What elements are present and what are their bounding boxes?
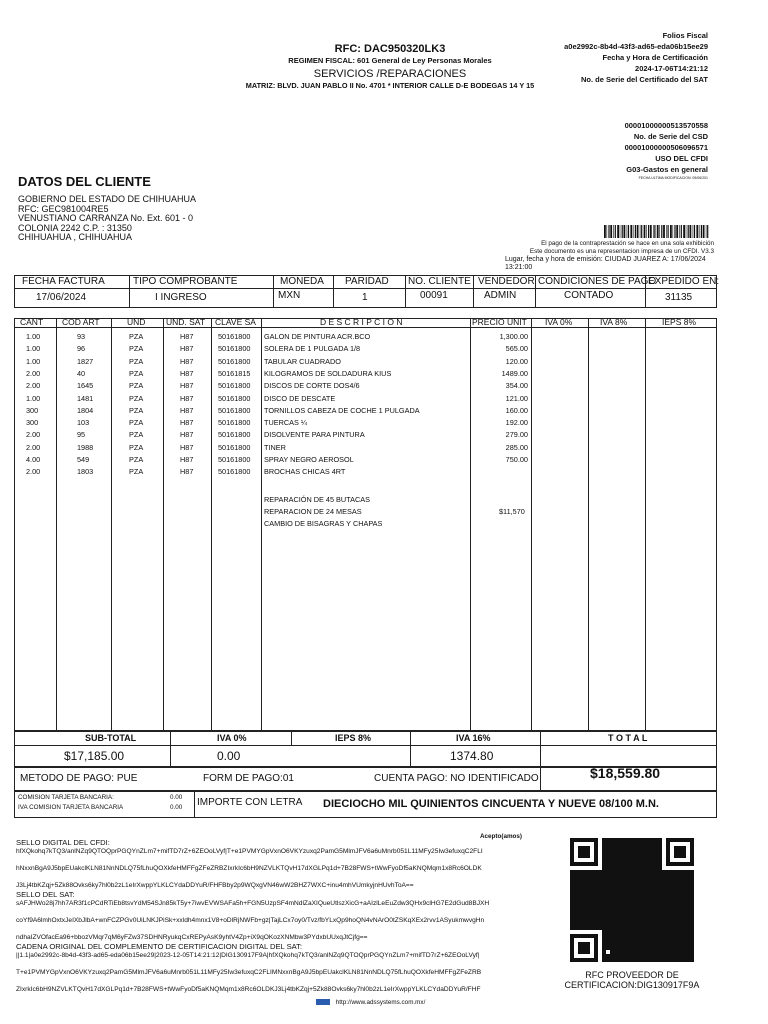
val-no-cliente: 00091 — [420, 290, 448, 301]
col-ieps8: IEPS 8% — [662, 317, 697, 327]
iva-comision-label: IVA COMISION TARJETA BANCARIA — [18, 804, 124, 811]
footer — [316, 999, 425, 1006]
item-clave: 50161800 — [218, 344, 251, 354]
sello-sat-line-1: sAFJHWo28j7hh7AR3f1cPCdRTiEb8tsvYdM54SJn85kT5y+7iwvEVWSAFa5h+FGN5UzpSF4mNdlZaXIQueUtlszXicG+aAIzlLeEuZdw3QHx9clHG7E2dGud8BJXH — [16, 900, 490, 907]
serie-csd-label: No. de Serie del CSD — [633, 132, 708, 141]
item-sat: H87 — [180, 344, 194, 354]
hdr-moneda: MONEDA — [280, 276, 324, 287]
serie-csd-value: 00001000000506096571 — [624, 143, 708, 152]
col-descripcion: D E S C R I P C I O N — [320, 317, 403, 327]
cfdi-note: Este documento es una representacion impresa de un CFDI. V3.3 — [529, 248, 714, 255]
item-cod: 40 — [77, 368, 86, 378]
iva16-label: IVA 16% — [456, 733, 491, 743]
sello-cfdi-line-3: J3Lj4tbKZqj+5Zk88Ovks6ky7hl0b2zL1eIrXwppYLKLCYdaDDYuR/FHFBby2p9WQxgVN46wW2BHZ7WXC+inu4mhVUmkyjnHUvhToA== — [16, 882, 414, 889]
item-desc: TABULAR CUADRADO — [264, 356, 341, 366]
sello-sat-label: SELLO DEL SAT: — [16, 890, 75, 899]
col-cod-art: COD ART — [62, 317, 100, 327]
item-sat: H87 — [180, 368, 194, 378]
serie-sat-label: No. de Serie del Certificado del SAT — [581, 75, 708, 84]
fecha-cert-value: 2024-17-06T14:21:12 — [635, 64, 708, 73]
ieps-label: IEPS 8% — [335, 733, 372, 743]
cadena-line-2: T+e1PVMYGpVxnO6VKYzuxq2PamG5MlmJFV6a6uMnrb051L11MFy25Iw3efuxqC2FLIMNxxnBgA9J5bpEUakclKLN81NnNDLQ75fLhuQOXkfeHMFFgZFeZRB — [16, 969, 482, 976]
item-sat: H87 — [180, 356, 194, 366]
issuer-rfc: RFC: DAC950320LK3 — [334, 43, 446, 55]
client-colonia: COLONIA 2242 C.P. : 31350 — [18, 222, 132, 233]
lugar-fecha: Lugar, fecha y hora de emisión: CIUDAD JUAREZ A: 17/06/2024 — [505, 256, 706, 263]
item-cant: 1.00 — [26, 344, 41, 354]
item-und: PZA — [129, 430, 144, 440]
val-tipo-comprobante: I INGRESO — [155, 292, 207, 303]
proveedor-line-2: CERTIFICACION:DIG130917F9A — [564, 980, 700, 990]
item-precio: 279.00 — [505, 430, 528, 440]
item-desc: TUERCAS ¼ — [264, 418, 307, 428]
item-cant: 300 — [26, 405, 39, 415]
barcode-image — [604, 225, 710, 238]
item-sat: H87 — [180, 442, 194, 452]
sello-cfdi-line-2: hNxxnBgA9J5bpEUakclKLN81NnNDLQ75fLhuQOXkfeHMFFgZFeZRBZIxrkIc6bH9NZVLKTQvH17dXGLPq1d+7B28FWS+tWwFyoDf5aKNQMqm1x8Rc6OLDK — [16, 865, 482, 872]
item-cant: 2.00 — [26, 368, 41, 378]
item-und: PZA — [129, 455, 144, 464]
item-clave: 50161800 — [218, 442, 251, 452]
item-cant: 2.00 — [26, 381, 41, 391]
sello-cfdi-line-1: hfXQkohq7kTQ3/anlNZq9QTOQprPGQYnZLm7+mifTD7rZ+6ZEOoLVyf|T+e1PVMYGpVxnO6VKYzuxq2PamG5MlmJFV6a6uMnrb051L11MFy25Iw3efuxqC2FLI — [16, 848, 483, 855]
val-paridad: 1 — [362, 292, 368, 303]
item-cod: 93 — [77, 332, 86, 341]
col-iva0: IVA 0% — [545, 317, 573, 327]
item-desc: GALON DE PINTURA ACR.BCO — [264, 332, 371, 341]
client-rfc: RFC: GEC981004RE5 — [18, 203, 109, 214]
pago-note: El pago de la contraprestación se hace en una sola exhibición — [541, 240, 714, 247]
item-precio: 285.00 — [505, 442, 528, 452]
item-desc: KILOGRAMOS DE SOLDADURA KIUS — [264, 368, 392, 378]
fiscal-info — [468, 30, 708, 85]
hdr-paridad: PARIDAD — [345, 276, 389, 287]
item-cant: 4.00 — [26, 455, 41, 464]
item-clave: 50161800 — [218, 381, 251, 391]
item-desc: SPRAY NEGRO AEROSOL — [264, 455, 354, 464]
total-label: T O T A L — [608, 733, 648, 743]
item-sat: H87 — [180, 393, 194, 403]
client-city: CHIHUAHUA , CHIHUAHUA — [18, 232, 133, 242]
item-cant: 1.00 — [26, 332, 41, 341]
item-cant: 300 — [26, 418, 39, 428]
item-clave: 50161815 — [218, 368, 251, 378]
cadena-label: CADENA ORIGINAL DEL COMPLEMENTO DE CERTIFICACION DIGITAL DEL SAT: — [16, 942, 303, 951]
item-und: PZA — [129, 368, 144, 378]
hdr-condiciones: CONDICIONES DE PAGO — [538, 276, 657, 287]
val-vendedor: ADMIN — [484, 290, 517, 301]
item-und: PZA — [129, 467, 144, 477]
item-clave: 50161800 — [218, 356, 251, 366]
cuenta-pago: CUENTA PAGO: NO IDENTIFICADO — [374, 773, 539, 784]
uso-cfdi-value: G03-Gastos en general — [626, 165, 708, 174]
col-cant: CANT — [20, 317, 44, 327]
item-und: PZA — [129, 344, 144, 354]
item-cod: 1988 — [77, 442, 94, 452]
qr-code-icon — [570, 838, 694, 962]
item-precio: 121.00 — [505, 393, 528, 403]
iva0-value: 0.00 — [217, 749, 241, 763]
iva-comision-value: 0.00 — [170, 804, 183, 811]
comision-label: COMISION TARJETA BANCARIA: — [18, 794, 114, 801]
item-clave: 50161800 — [218, 332, 251, 341]
hdr-no-cliente: NO. CLIENTE — [408, 276, 471, 287]
col-clave: CLAVE SA — [215, 317, 256, 327]
item-und: PZA — [129, 381, 144, 391]
item-precio: 354.00 — [505, 381, 528, 391]
item-cod: 1481 — [77, 393, 94, 403]
item-sat: H87 — [180, 381, 194, 391]
proveedor-block — [552, 970, 712, 990]
hdr-fecha-factura: FECHA FACTURA — [22, 276, 105, 287]
item-sat: H87 — [180, 405, 194, 415]
item-cant: 1.00 — [26, 356, 41, 366]
footer-url[interactable]: http://www.adssystems.com.mx/ — [335, 999, 426, 1006]
item-sat: H87 — [180, 430, 194, 440]
item-precio: 565.00 — [505, 344, 528, 354]
col-und-sat: UND. SAT — [166, 317, 206, 327]
item-precio: 1489.00 — [501, 368, 528, 378]
col-und: UND — [127, 317, 146, 327]
forma-pago: FORM DE PAGO:01 — [203, 773, 294, 784]
item-cant: 2.00 — [26, 467, 41, 477]
col-iva8: IVA 8% — [600, 317, 628, 327]
iva0-label: IVA 0% — [217, 733, 247, 743]
item-precio: 1,300.00 — [499, 332, 528, 341]
item-clave: 50161800 — [218, 467, 251, 477]
notes-block — [454, 240, 714, 256]
sello-sat-line-3: ndhaIZVOfacEa96+bbozVMqr7qM6yFZw37SDHNRyukqCxREPyAsK9yhtV4Zp+iX9qOKozXNMbw3PYdxbUUxqJtCjfg== — [16, 934, 368, 941]
item-clave: 50161800 — [218, 418, 251, 428]
item-clave: 50161800 — [218, 393, 251, 403]
item-cod: 95 — [77, 430, 86, 440]
item-precio: 750.00 — [505, 455, 528, 464]
item-cod: 1803 — [77, 467, 94, 477]
item-desc: DISOLVENTE PARA PINTURA — [264, 430, 365, 440]
client-street: VENUSTIANO CARRANZA No. Ext. 601 - 0 — [18, 213, 194, 223]
item-clave: 50161800 — [218, 430, 251, 440]
ads-logo-icon — [316, 999, 330, 1005]
item-desc: DISCOS DE CORTE DOS4/6 — [264, 381, 360, 391]
seal-block — [16, 838, 554, 994]
item-clave: 50161800 — [218, 405, 251, 415]
subtotal-value: $17,185.00 — [64, 749, 125, 763]
item-sat: H87 — [180, 332, 194, 341]
lugar-block — [505, 256, 706, 272]
item-und: PZA — [129, 332, 144, 341]
importe-letra: DIECIOCHO MIL QUINIENTOS CINCUENTA Y NUEVE 08/100 M.N. — [323, 798, 659, 810]
item-cant: 1.00 — [26, 393, 41, 403]
fecha-cert-label: Fecha y Hora de Certificación — [602, 53, 708, 62]
item-desc: BROCHAS CHICAS 4RT — [264, 467, 346, 477]
serie-sat-value: 00001000000513570558 — [624, 121, 708, 130]
tiny-note: FECHA ULTIMA MODIFICACION: 05/06/201 — [638, 176, 708, 180]
val-moneda: MXN — [278, 290, 301, 301]
item-cod: 1804 — [77, 405, 94, 415]
item-cod: 549 — [77, 455, 90, 464]
folios-label: Folios Fiscal — [662, 31, 708, 40]
item-cod: 1827 — [77, 356, 94, 366]
hora-emision: 13:21:00 — [505, 264, 533, 271]
item-desc: DISCO DE DESCATE — [264, 393, 336, 403]
item-precio: 160.00 — [505, 405, 528, 415]
sello-sat-line-2: coYf9A6lmhOxtxJeIXbJlbA+wnFCZPGv0UiLNKJPiSk+xxldh4mnx1V8+oDlRjNWFb+gz|TajLCx7oy0/Tvz/fbYLxQp9hoQN4vNArO0tZSKqXEx2rvv1ASyukmwvgHn — [16, 917, 485, 924]
item-sat: H87 — [180, 455, 194, 464]
company-name: SERVICIOS /REPARACIONES — [313, 68, 467, 80]
importe-label: IMPORTE CON LETRA — [197, 797, 303, 808]
fiscal-info-2 — [468, 120, 708, 181]
item-desc: SOLERA DE 1 PULGADA 1/8 — [264, 344, 361, 354]
item-precio: 120.00 — [505, 356, 528, 366]
item-precio: 192.00 — [505, 418, 528, 428]
val-expedido: 31135 — [665, 292, 693, 303]
hdr-expedido: EXPEDIDO EN: — [648, 276, 720, 287]
comision-value: 0.00 — [170, 794, 183, 801]
sello-cfdi-label: SELLO DIGITAL DEL CFDI: — [16, 838, 110, 847]
val-fecha-factura: 17/06/2024 — [36, 292, 87, 303]
iva16-value: 1374.80 — [450, 749, 494, 763]
item-desc: TORNILLOS CABEZA DE COCHE 1 PULGADA — [264, 405, 420, 415]
regimen-fiscal: REGIMEN FISCAL: 601 General de Ley Personas Morales — [288, 56, 492, 65]
item-sat: H87 — [180, 467, 194, 477]
col-precio: PRECIO UNIT — [472, 317, 527, 327]
uso-cfdi-label: USO DEL CFDI — [655, 154, 708, 163]
client-title: DATOS DEL CLIENTE — [18, 174, 151, 189]
item-cod: 96 — [77, 344, 86, 354]
proveedor-line-1: RFC PROVEEDOR DE — [585, 970, 679, 980]
subtotal-label: SUB-TOTAL — [85, 733, 137, 743]
hdr-tipo-comprobante: TIPO COMPROBANTE — [133, 276, 238, 287]
item-cod: 103 — [77, 418, 90, 428]
item-und: PZA — [129, 418, 144, 428]
item-cant: 2.00 — [26, 430, 41, 440]
item-sat: H87 — [180, 418, 194, 428]
matriz-address: MATRIZ: BLVD. JUAN PABLO II No. 4701 * INTERIOR CALLE D-E BODEGAS 14 Y 15 — [245, 81, 535, 90]
acepto-label: Acepto(amos) — [480, 833, 522, 840]
item-und: PZA — [129, 356, 144, 366]
extra-line-2-price: $11,570 — [499, 507, 525, 516]
item-cod: 1645 — [77, 381, 94, 391]
extra-line-1: REPARACIÓN DE 45 BUTACAS — [264, 495, 370, 504]
item-und: PZA — [129, 393, 144, 403]
total-value: $18,559.80 — [590, 765, 661, 781]
item-clave: 50161800 — [218, 455, 251, 464]
cadena-line-3: ZIxrkIc6bH9NZVLKTQvH17dXGLPq1d+7B28FWS+tWwFyoDf5aKNQMqm1x8Rc6OLDKJ3Lj4tbKZqj+5Zk88Ovks6ky7hl0b2zL1eIrXwppYLKLCYdaDDYuR/FHF — [16, 986, 481, 993]
extra-line-3: CAMBIO DE BISAGRAS Y CHAPAS — [264, 519, 383, 528]
cadena-line-1: ||1.1|a0e2992c-8b4d-43f3-ad65-eda06b15ee29|2023-12-05T14:21:12|DIG130917F9A|hfXQkohq7kTQ3/anlNZq9QTOQprPGQYnZLm7+mifTD7rZ+6ZEOoLVyf| — [16, 952, 480, 959]
extra-line-2: REPARACION DE 24 MESAS — [264, 507, 362, 516]
folio-value: a0e2992c-8b4d-43f3-ad65-eda06b15ee29 — [564, 42, 708, 51]
hdr-vendedor: VENDEDOR — [478, 276, 535, 287]
client-name: GOBIERNO DEL ESTADO DE CHIHUAHUA — [18, 194, 197, 204]
metodo-pago: METODO DE PAGO: PUE — [20, 773, 138, 784]
item-und: PZA — [129, 442, 144, 452]
item-cant: 2.00 — [26, 442, 41, 452]
client-block — [18, 195, 196, 243]
item-desc: TINER — [264, 442, 286, 452]
val-condiciones: CONTADO — [564, 290, 614, 301]
item-und: PZA — [129, 405, 144, 415]
